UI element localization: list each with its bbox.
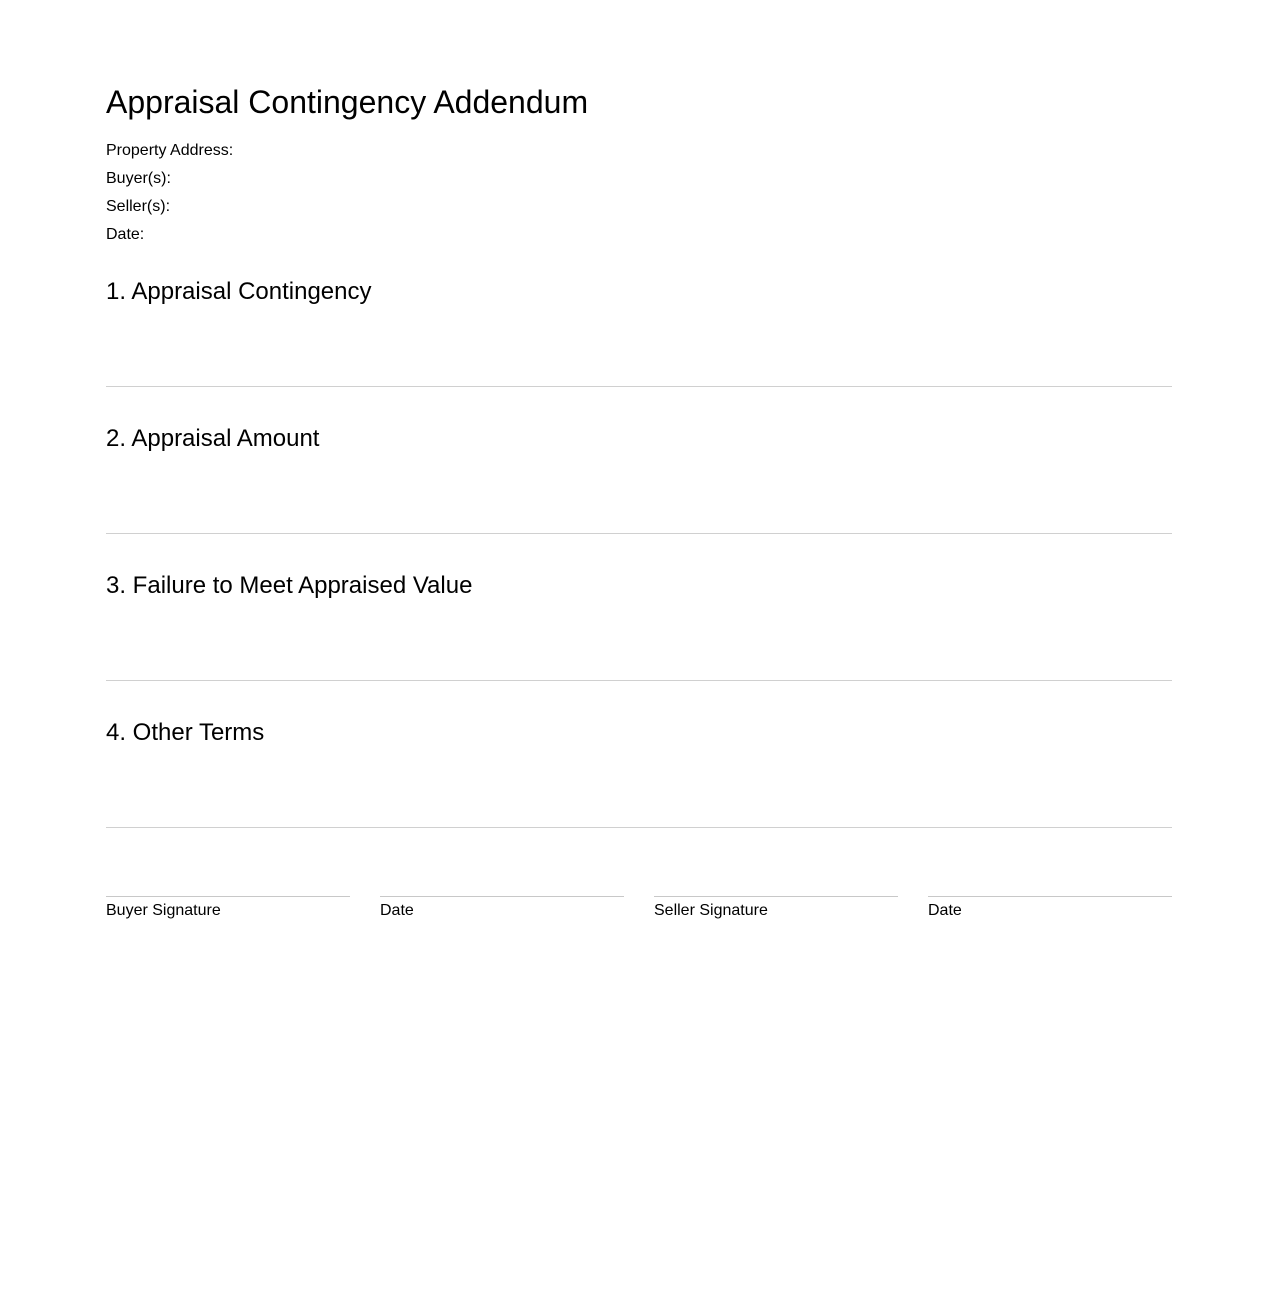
seller-date-line[interactable] (928, 896, 1172, 921)
buyers-field: Buyer(s): (106, 170, 171, 187)
section-heading: 2. Appraisal Amount (106, 425, 320, 452)
seller-signature-line[interactable] (654, 896, 898, 921)
section-heading: 4. Other Terms (106, 719, 265, 746)
sellers-field: Seller(s): (106, 198, 171, 215)
document-title: Appraisal Contingency Addendum (106, 84, 589, 120)
document-fields (106, 137, 233, 249)
section-appraisal-amount (106, 424, 1172, 534)
signature-row (106, 896, 1172, 936)
section-failure-to-meet-value (106, 571, 1172, 681)
section-heading: 3. Failure to Meet Appraised Value (106, 572, 473, 599)
section-other-terms (106, 718, 1172, 828)
date-field: Date: (106, 226, 145, 243)
seller-signature-label: Seller Signature (654, 902, 768, 919)
buyer-signature-label: Buyer Signature (106, 902, 221, 919)
property-address-field: Property Address: (106, 142, 234, 159)
section-appraisal-contingency (106, 277, 1172, 387)
seller-date-label: Date (928, 902, 962, 919)
buyer-date-label: Date (380, 902, 414, 919)
section-heading: 1. Appraisal Contingency (106, 278, 372, 305)
buyer-signature-line[interactable] (106, 896, 350, 921)
buyer-date-line[interactable] (380, 896, 624, 921)
